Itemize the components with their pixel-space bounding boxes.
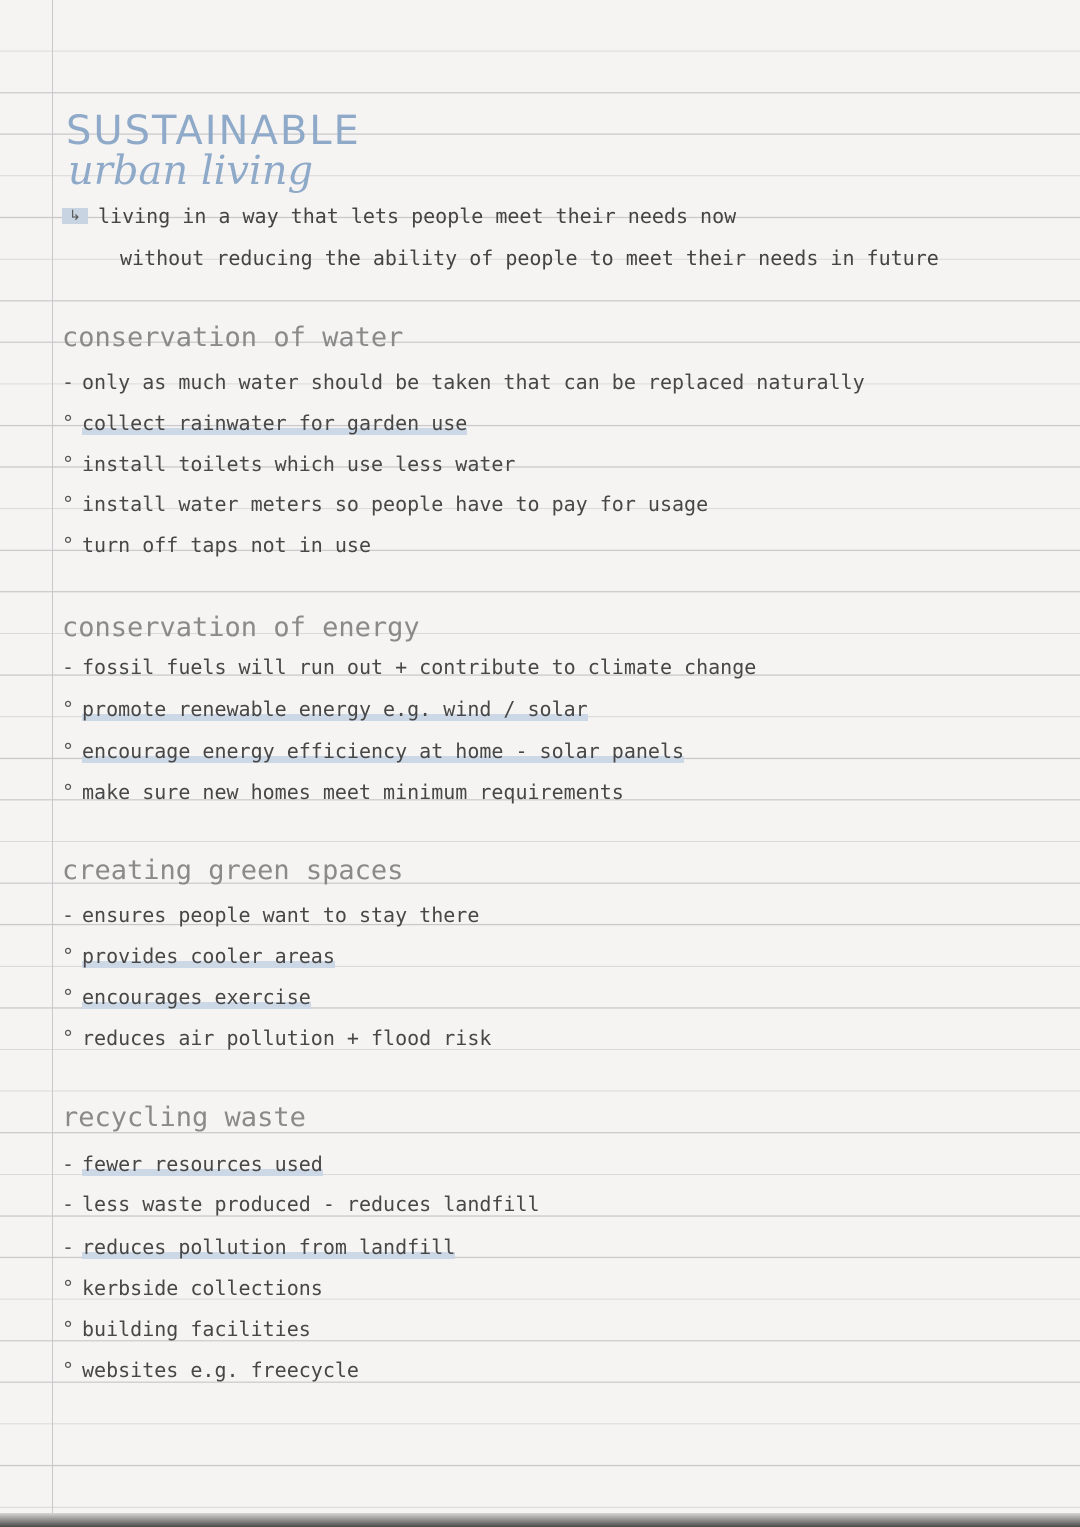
list-item: ° encourages exercise xyxy=(62,985,311,1009)
list-item: ° kerbside collections xyxy=(62,1276,323,1300)
dash-icon: - xyxy=(62,1235,75,1259)
arrow-icon: ↳ xyxy=(62,208,88,224)
bullet-icon: ° xyxy=(62,985,75,1009)
dash-icon: - xyxy=(62,655,75,679)
section-heading-water: conservation of water xyxy=(62,322,404,353)
list-item: ° encourage energy efficiency at home - solar panels xyxy=(62,739,685,763)
dash-icon: - xyxy=(62,370,75,394)
list-item: - fewer resources used xyxy=(62,1152,323,1176)
bullet-icon: ° xyxy=(62,739,75,763)
bullet-icon: ° xyxy=(62,1026,75,1050)
definition-line-2: without reducing the ability of people to meet their needs in future xyxy=(120,246,939,270)
list-item: ° websites e.g. freecycle xyxy=(62,1358,359,1382)
list-item: ° install toilets which use less water xyxy=(62,452,516,476)
bullet-icon: ° xyxy=(62,1317,75,1341)
list-item: - less waste produced - reduces landfill xyxy=(62,1192,540,1216)
bullet-icon: ° xyxy=(62,533,75,557)
list-item: ° reduces air pollution + flood risk xyxy=(62,1026,492,1050)
list-item: ° building facilities xyxy=(62,1317,311,1341)
list-item: - fossil fuels will run out + contribute to climate change xyxy=(62,655,757,679)
dash-icon: - xyxy=(62,1192,75,1216)
list-item: ° turn off taps not in use xyxy=(62,533,371,557)
definition-line-1: living in a way that lets people meet their needs now xyxy=(98,204,737,228)
list-item: - reduces pollution from landfill xyxy=(62,1235,456,1259)
section-heading-green: creating green spaces xyxy=(62,855,404,886)
list-item: ° make sure new homes meet minimum requirements xyxy=(62,780,624,804)
section-heading-energy: conservation of energy xyxy=(62,612,420,643)
list-item: ° collect rainwater for garden use xyxy=(62,411,468,435)
page-title: SUSTAINABLE xyxy=(66,108,361,154)
list-item: ° promote renewable energy e.g. wind / solar xyxy=(62,697,588,721)
bullet-icon: ° xyxy=(62,411,75,435)
bullet-icon: ° xyxy=(62,452,75,476)
bullet-icon: ° xyxy=(62,944,75,968)
list-item: - ensures people want to stay there xyxy=(62,903,480,927)
bullet-icon: ° xyxy=(62,780,75,804)
bullet-icon: ° xyxy=(62,492,75,516)
list-item: ° install water meters so people have to pay for usage xyxy=(62,492,709,516)
page-bottom-edge xyxy=(0,1513,1080,1527)
list-item: - only as much water should be taken that can be replaced naturally xyxy=(62,370,865,394)
margin-line xyxy=(52,0,53,1527)
dash-icon: - xyxy=(62,903,75,927)
list-item: ° provides cooler areas xyxy=(62,944,335,968)
bullet-icon: ° xyxy=(62,1358,75,1382)
page-subtitle: urban living xyxy=(68,148,314,194)
dash-icon: - xyxy=(62,1152,75,1176)
bullet-icon: ° xyxy=(62,697,75,721)
section-heading-waste: recycling waste xyxy=(62,1102,306,1133)
bullet-icon: ° xyxy=(62,1276,75,1300)
